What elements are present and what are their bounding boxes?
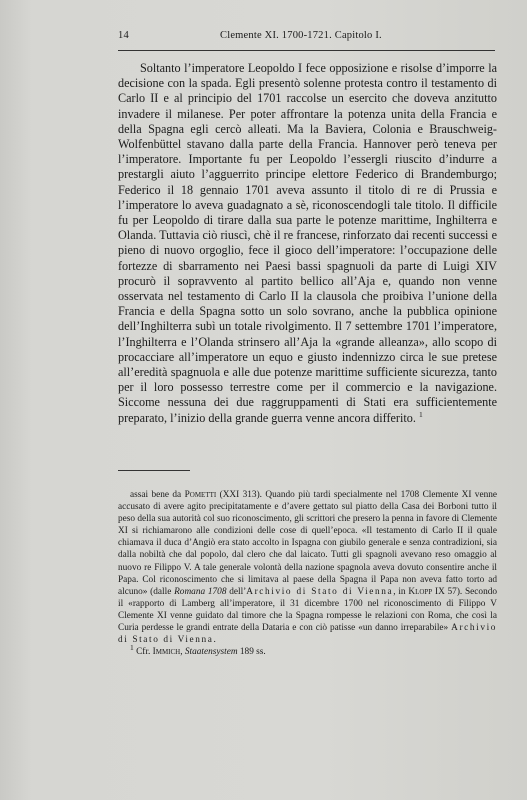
- archive-name: Archivio di Stato di Vienna: [246, 586, 394, 597]
- work-title: Staatensystem: [184, 647, 238, 658]
- page-header: [118, 30, 498, 46]
- fn-text: , in: [393, 586, 406, 597]
- page-number: 14: [118, 30, 129, 41]
- footnote-rule: [118, 470, 190, 471]
- main-text: [118, 61, 497, 426]
- author-klopp: Klopp: [408, 586, 433, 597]
- fn-text: IX 57). Secondo il «rapporto di Lamberg all’imperatore, il 31 dicembre 1700 nel riconoscimento di Filippo V Clemente XI venne guidato dal timore che la Spagna rompesse le relazioni con Roma, che così la Curia perdesse le grandi entrate della Dataria e con ciò patisse «un danno irreparabile»: [118, 586, 498, 634]
- fn-text: (XXI 313). Quando più tardi specialmente nel 1708 Clemente XI venne accusato di avere agito precipitatamente e d’avere gettato sul piatto della Casa dei Borboni tutto il peso della sua autorità col suo riconoscimento, gli scrittori che presero la penna in favore di Clemente XI si richiamarono alle condizioni delle cose di quell’epoca. «Il testamento di Carlo II il quale chiamava il duca d’Angiò era stato accolto in Ispagna con giubilo generale e senza contradizioni, sia dalla nobiltà che dal popolo, dal clero che dal laicato. Tutti gli spagnoli avevano reso omaggio al nuovo re Filippo V. A tale generale volontà della nazione spagnola aveva dovuto consentire anche il Papa. Col riconoscimento che si limitava al paese della Spagna il Papa non aveva fatto torto ad alcuno» (dalle: [118, 490, 498, 597]
- body-paragraph: [118, 61, 497, 426]
- author-immich: Immich,: [152, 647, 183, 658]
- author-pometti: Pometti: [184, 490, 217, 500]
- footnote-marker: 1: [418, 409, 423, 419]
- fn-text: Cfr.: [136, 647, 151, 658]
- fn-text: dell’: [229, 586, 247, 597]
- footnotes: [118, 489, 497, 658]
- footnote-1-marker: 1: [130, 643, 134, 653]
- fn-text: assai bene da: [130, 490, 182, 500]
- header-rule: [118, 50, 495, 51]
- archive-name: Archivio di Stato di Vienna: [118, 623, 498, 646]
- fn-text: .: [213, 635, 216, 646]
- footnote-1: [118, 643, 497, 658]
- fn-text: 189 ss.: [239, 647, 266, 658]
- body-paragraph-text: Soltanto l’imperatore Leopoldo I fece opposizione e risolse d’imporre la decisione con la spada. Egli presentò solenne protesta contro il testamento di Carlo II e al principio del 1701 raccolse un esercito che doveva anzitutto invadere il milanese. Per poter affrontare la potenza unita della Francia e della Spagna egli cercò alleati. Ma la Baviera, Colonia e Brauschweig-Wolfenbüttel stavano dalla parte della Francia. Hannover però teneva per l’imperatore. Importante fu per Leopoldo l’essergli riuscito d’indurre a prestargli aiuto l’agguerrito principe elettore Federico di Brandemburgo; Federico il 18 gennaio 1701 aveva assunto il titolo di re di Prussia e l’imperatore lo aveva guadagnato a sè, riconoscendogli tale titolo. Il difficile fu per Leopoldo di tirare dalla sua parte le potenze marittime, Inghilterra e Olanda. Tuttavia ciò riuscì, chè il re francese, rinforzato dai recenti successi e pieno di nuovo orgoglio, fece il gioco dell’imperatore: l’occupazione delle fortezze di sbarramento nei Paesi bassi spagnuoli da parte di Luigi XIV procurò il sopravvento al partito bellico all’Aja e, quando non venne osservata nel testamento di Carlo II la clausola che proibiva l’unione della Francia e della Spagna sotto un solo sovrano, anche la pubblica opinione dell’Inghilterra subì un totale rivolgimento. Il 7 settembre 1701 l’imperatore, l’Inghilterra e l’Olanda strinsero all’Aja la «grande alleanza», allo scopo di procacciare all’imperatore un equo e giusto indennizzo circa le sue pretese all’eredità spagnuola e alle due potenze marittime sufficiente sicurezza, tanto per il loro possesso terrestre come per il commercio e la navigazione. Siccome nessuna dei due raggruppamenti di Stati era sufficientemente preparato, l’inizio della grande guerra venne ancora differito.: [118, 61, 497, 425]
- running-title: Clemente XI. 1700-1721. Capitolo I.: [220, 30, 382, 41]
- source-romana: Romana 1708: [174, 586, 227, 597]
- footnote-continuation: [118, 489, 497, 646]
